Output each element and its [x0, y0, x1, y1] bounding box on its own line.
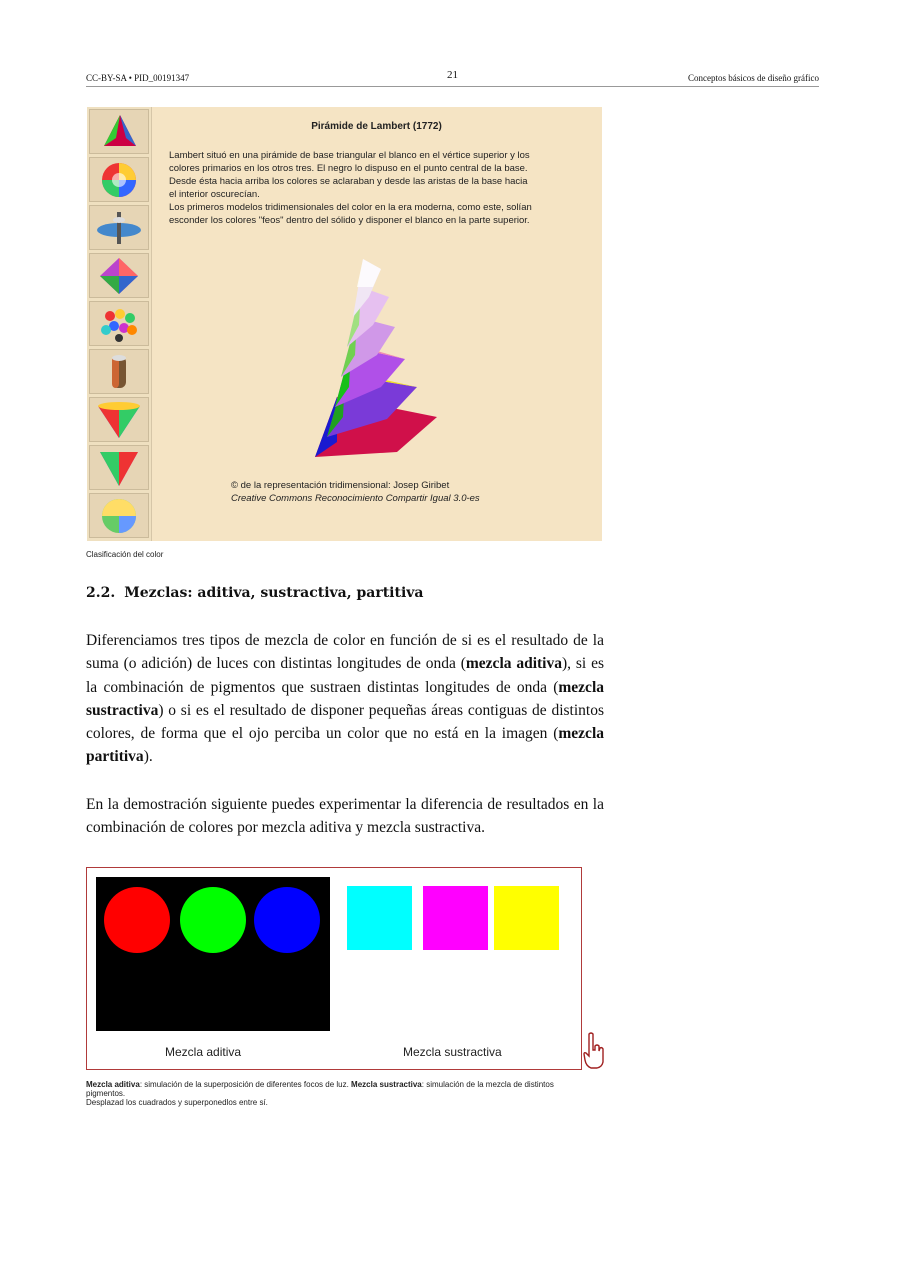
cyan-pigment-square[interactable]: [347, 886, 412, 950]
license-line: Creative Commons Reconocimiento Compartir Igual 3.0-es: [231, 493, 480, 504]
description-line: esconder los colores "feos" dentro del sólido y disponer el blanco en la parte superior.: [169, 215, 530, 226]
blue-light-circle[interactable]: [254, 887, 320, 953]
section-number: 2.2.: [86, 585, 116, 601]
text-span: ).: [143, 748, 153, 766]
additive-label: Mezcla aditiva: [165, 1045, 242, 1059]
green-light-circle[interactable]: [180, 887, 246, 953]
text-span: Diferenciamos tres tipos de mezcla de color en función de si es el resultado de la suma (o adición) de luces con distintas longitudes de onda (: [86, 632, 604, 673]
sphere-icon[interactable]: [89, 157, 149, 202]
color-mixing-demo: [86, 867, 582, 1070]
additive-panel: [96, 877, 330, 1031]
bold-term: mezcla partitiva: [86, 725, 604, 766]
red-light-circle[interactable]: [104, 887, 170, 953]
caption-instruction: Desplazad los cuadrados y superponedlos entre sí.: [86, 1098, 268, 1107]
cylinder-icon[interactable]: [89, 349, 149, 394]
figure-credit: [231, 479, 480, 505]
hand-pointer-icon: [582, 1032, 606, 1070]
bold-term: mezcla sustractiva: [86, 678, 604, 719]
figure-title: Pirámide de Lambert (1772): [311, 121, 442, 132]
subtractive-label: Mezcla sustractiva: [403, 1045, 502, 1059]
figure-caption: Clasificación del color: [86, 550, 164, 559]
globe-icon[interactable]: [89, 493, 149, 538]
credit-line: © de la representación tridimensional: Josep Giribet: [231, 480, 450, 491]
demo-caption: [86, 1080, 586, 1107]
cone-icon[interactable]: [89, 397, 149, 442]
description-line: Los primeros modelos tridimensionales del color en la era moderna, como este, solían: [169, 202, 532, 213]
section-heading: [86, 585, 423, 601]
magenta-pigment-square[interactable]: [423, 886, 488, 950]
text-span: ), si es la combinación de pigmentos que sustraen distintas longitudes de onda (: [86, 655, 604, 696]
figure-description: [169, 149, 589, 227]
pyramid-icon[interactable]: [89, 109, 149, 154]
description-line: Lambert situó en una pirámide de base triangular el blanco en el vértice superior y los: [169, 150, 530, 161]
diamond-icon[interactable]: [89, 253, 149, 298]
text-span: ) o si es el resultado de disponer pequeñas áreas contiguas de distintos colores, de forma que el ojo perciba un color que no está en la imagen (: [86, 701, 604, 743]
bold-term: mezcla aditiva: [465, 655, 562, 673]
section-title: Mezclas: aditiva, sustractiva, partitiva: [124, 585, 424, 601]
page-number: 21: [447, 69, 458, 81]
lambert-pyramid-illustration: [297, 247, 457, 467]
caption-term: Mezcla aditiva: [86, 1080, 140, 1089]
description-line: colores primarios en los otros tres. El negro lo dispuso en el punto central de la base.: [169, 163, 528, 174]
body-paragraph: [86, 629, 604, 769]
description-line: Desde ésta hacia arriba los colores se aclaraban y desde las aristas de la base hacia: [169, 176, 528, 187]
yellow-pigment-square[interactable]: [494, 886, 559, 950]
caption-term: Mezcla sustractiva: [351, 1080, 422, 1089]
header-license: CC-BY-SA • PID_00191347: [86, 73, 190, 83]
cluster-icon[interactable]: [89, 301, 149, 346]
page-header: [86, 70, 819, 87]
header-title: Conceptos básicos de diseño gráfico: [688, 73, 819, 83]
caption-text: : simulación de la superposición de diferentes focos de luz.: [139, 1080, 352, 1089]
caption-text: : simulación de la mezcla de distintos pigmentos.: [86, 1080, 554, 1098]
disc-icon[interactable]: [89, 205, 149, 250]
triangle-icon[interactable]: [89, 445, 149, 490]
lambert-pyramid-figure: [87, 107, 602, 541]
description-line: el interior oscurecían.: [169, 189, 260, 200]
thumbnail-column: [87, 107, 152, 541]
body-paragraph: En la demostración siguiente puedes experimentar la diferencia de resultados en la combinación de colores por mezcla aditiva y mezcla sustractiva.: [86, 796, 604, 837]
